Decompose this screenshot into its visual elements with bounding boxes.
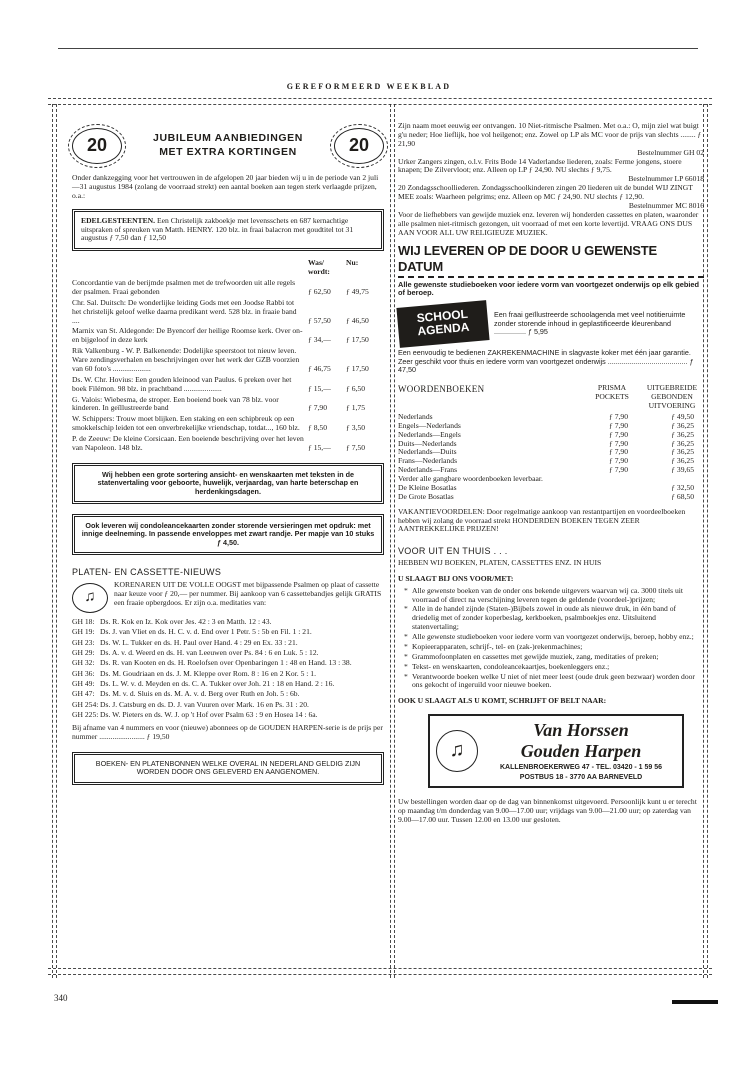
- tape-text: Ds. R. van Kooten en ds. H. Roelofsen over Openbaringen 1 : 48 en Hand. 13 : 38.: [100, 658, 352, 668]
- dictionary-name: Nederlands—Duits: [398, 447, 457, 457]
- offer-price-was: ƒ 57,50: [308, 315, 331, 325]
- woordenboeken-col-prisma: PRISMA POCKETS: [595, 383, 629, 402]
- slaagt-title: U SLAAGT BIJ ONS VOOR/MET:: [398, 573, 514, 583]
- tape-text: Ds. J. van Vliet en ds. H. C. v. d. End over 1 Petr. 5 : 5b en Fil. 1 : 21.: [100, 627, 312, 637]
- offers-header: [72, 259, 384, 277]
- tape-text: Ds. J. Catsburg en ds. D. J. van Vuuren over Mark. 16 en Ps. 31 : 20.: [100, 699, 309, 709]
- dictionary-price-pocket: ƒ 7,90: [609, 420, 628, 430]
- dictionary-name: Duits—Nederlands: [398, 438, 457, 448]
- slaagt-footer: OOK U SLAAGT ALS U KOMT, SCHRIJFT OF BELT NAAR:: [398, 696, 607, 706]
- tape-text: Ds. L. W. v. d. Meyden en ds. C. A. Tukker over Joh. 21 : 18 en Hand. 2 : 16.: [100, 679, 335, 689]
- offer-description: Concordantie van de berijmde psalmen met de trefwoorden uit alle regels der psalmen. Fraai gebonden: [72, 278, 296, 296]
- vakantie-text: VAKANTIEVOORDELEN: Door regelmatige aankoop van restantpartijen en voordeelboeken hebben wij zolang de voorraad strekt HONDERDEN BOEKEN TEGEN ZEER AANTREKKELIJKE PRIJZEN!: [398, 506, 686, 534]
- tape-row: [72, 680, 384, 689]
- van-horssen-logo-box: [428, 714, 684, 788]
- tape-text: Ds. R. Kok en Iz. Kok over Jes. 42 : 3 en Matth. 12 : 43.: [100, 616, 272, 626]
- tape-code: GH 29:: [72, 647, 95, 657]
- school-agenda-offer: [398, 304, 704, 344]
- music-urker-order: Bestelnummer LP 66018: [628, 174, 704, 184]
- tape-row: [72, 670, 384, 679]
- offer-row: [72, 376, 384, 394]
- music-zijn-naam: Zijn naam moet eeuwig eer ontvangen. 10 Niet-ritmische Psalmen. Met o.a.: O, mijn ziel wat buigt g'u neder; Hoe lieflijk, hoe vol heilgenot; enz. Zowel op LP als MC voor de prijs van slechts ........ ƒ 21,90: [398, 121, 702, 148]
- music-zondagsschool-order: Bestelnummer MC 8016: [628, 200, 704, 210]
- woordenboeken-title: WOORDENBOEKEN: [398, 384, 485, 395]
- tape-code: GH 32:: [72, 658, 95, 668]
- platen-title: PLATEN- EN CASSETTE-NIEUWS: [72, 567, 222, 578]
- medal-20-right: 20: [334, 128, 384, 164]
- cards-box: Wij hebben een grote sortering ansicht- en wenskaarten met teksten in de statenvertaling voor geboorte, huwelijk, verjaardag, van harte beterschap en herdenkingsdagen.: [72, 463, 384, 504]
- tape-row: [72, 690, 384, 699]
- dictionary-price-pocket: ƒ 7,90: [609, 447, 628, 457]
- platen-outro: Bij afname van 4 nummers en voor (nieuwe) abonnees op de GOUDEN HARPEN-serie is de prijs per nummer ........................ ƒ 19,50: [72, 723, 383, 741]
- border-bottom: [48, 968, 712, 975]
- offers-col-was: Was/ wordt:: [308, 258, 330, 277]
- tape-row: [72, 701, 384, 710]
- tape-text: Ds. M. v. d. Sluis en ds. M. A. v. d. Berg over Ruth en Joh. 5 : 6b.: [100, 689, 300, 699]
- logo-name-1: Van Horssen: [533, 720, 629, 741]
- offer-price-nu: ƒ 46,50: [346, 315, 369, 325]
- offer-row: [72, 415, 384, 433]
- slaagt-item: * Kopieerapparaten, schrijf-, tel- en (zak-)rekenmachines;: [406, 643, 704, 652]
- dictionary-price-gebonden: ƒ 36,25: [671, 447, 694, 457]
- music-liefhebbers: Voor de liefhebbers van gewijde muziek enz. leveren wij honderden cassettes en platen, waaronder alle psalmen niet-ritmisch gezongen, uit voorraad of met een korte levertijd. VRAAG ONS DUS AAN VOOR ALL UW RELIGIEUZE MUZIEK.: [398, 209, 699, 237]
- jubileum-title-line1: JUBILEUM AANBIEDINGEN: [153, 132, 303, 145]
- slaagt-item: * Alle gewenste boeken van de onder ons bekende uitgevers waarvan wij ca. 3000 titels uit voorraad of direct na verschijning leveren tegen de geldende (voordeel-)prijzen;: [406, 587, 704, 605]
- dictionary-price-pocket: ƒ 7,90: [609, 429, 628, 439]
- offer-row: [72, 299, 384, 326]
- slaagt-item: * Tekst- en wenskaarten, condoleancekaartjes, boekenleggers enz.;: [406, 663, 704, 672]
- dictionary-price-pocket: ƒ 7,90: [609, 456, 628, 466]
- tape-row: [72, 649, 384, 658]
- offer-description: Ds. W. Chr. Hovius: Een gouden kleinood van Paulus. 6 preken over het boek Filémon. 98 blz. in prachtband ....................: [72, 374, 292, 393]
- dictionary-price-pocket: ƒ 7,90: [609, 411, 628, 421]
- deur-headline: WIJ LEVEREN OP DE DOOR U GEWENSTE DATUM: [398, 243, 704, 277]
- thuis-sub: HEBBEN WIJ BOEKEN, PLATEN, CASSETTES ENZ. IN HUIS: [398, 557, 602, 567]
- offer-price-was: ƒ 34,—: [308, 335, 331, 345]
- dictionary-price-gebonden: ƒ 36,25: [671, 438, 694, 448]
- dictionary-name: Frans—Nederlands: [398, 456, 458, 466]
- slaagt-item: * Alle gewenste studieboeken voor iedere vorm van voortgezet onderwijs, beroep, hobby enz.;: [406, 633, 704, 642]
- offers-table: [72, 259, 384, 453]
- page-number: 340: [54, 993, 68, 1003]
- slaagt-item: * Grammofoonplaten en cassettes met gewijde muziek, zang, meditaties of preken;: [406, 653, 704, 662]
- music-urker: Urker Zangers zingen, o.l.v. Frits Bode 14 Vaderlandse liederen, zoals: Ferme jongens, stoere knapen; De Zilvervloot; enz. Alleen op LP ƒ 24,90. NU slechts ƒ 9,75.: [398, 156, 682, 175]
- tape-row: [72, 659, 384, 668]
- tape-code: GH 18:: [72, 616, 95, 626]
- offer-price-nu: ƒ 17,50: [346, 335, 369, 345]
- dictionary-price-gebonden: ƒ 39,65: [671, 465, 694, 475]
- offer-price-nu: ƒ 7,50: [346, 442, 365, 452]
- tape-code: GH 225:: [72, 710, 99, 720]
- offer-row: [72, 327, 384, 345]
- deur-sub: Alle gewenste studieboeken voor iedere vorm van voortgezet onderwijs op elk gebied of beroep.: [398, 279, 700, 298]
- jubileum-header: [72, 128, 384, 164]
- edelgesteenten-title: EDELGESTEENTEN.: [81, 215, 156, 225]
- music-zijn-naam-order: Bestelnummer GH 02: [637, 147, 704, 157]
- dictionary-name: Nederlands—Engels: [398, 429, 461, 439]
- tape-code: GH 36:: [72, 668, 95, 678]
- dictionary-price-gebonden: ƒ 36,25: [671, 456, 694, 466]
- tape-row: [72, 639, 384, 648]
- edelgesteenten-box: [72, 209, 384, 252]
- dictionary-price-pocket: ƒ 7,90: [609, 465, 628, 475]
- border-top: [48, 98, 712, 105]
- offer-price-nu: ƒ 3,50: [346, 423, 365, 433]
- school-agenda-badge-line2: AGENDA: [416, 320, 470, 339]
- dictionary-name: Nederlands: [398, 411, 433, 421]
- dictionary-price-gebonden: ƒ 36,25: [671, 420, 694, 430]
- school-agenda-text: Een fraai geïllustreerde schoolagenda met veel notitieruimte zonder storende inhoud in geplastificeerde kleurenband ................ ƒ 5,95: [494, 310, 686, 337]
- woordenboeken-col-gebonden: UITGEBREIDE GEBONDEN UITVOERING: [646, 383, 698, 411]
- medal-20-left: 20: [72, 128, 122, 164]
- scan-edge-mark: [672, 1000, 718, 1004]
- condolence-box: Ook leveren wij condoleancekaarten zonder storende versieringen met opdruk: met innige deelneming. In passende enveloppes met zwart randje. Per mapje van 10 stuks ƒ 4,50.: [72, 514, 384, 555]
- woordenboeken-note: Verder alle gangbare woordenboeken leverbaar.: [398, 474, 543, 484]
- bonnen-box: BOEKEN- EN PLATENBONNEN WELKE OVERAL IN NEDERLAND GELDIG ZIJN WORDEN DOOR ONS GELEVERD EN AANGENOMEN.: [72, 752, 384, 785]
- offer-price-was: ƒ 62,50: [308, 286, 331, 296]
- tape-code: GH 49:: [72, 679, 95, 689]
- woordenboeken-header: [398, 384, 704, 411]
- masthead: GEREFORMEERD WEEKBLAD: [286, 82, 452, 91]
- right-column: [398, 122, 704, 825]
- edelgesteenten-text: Een Christelijk zakboekje met levensschets en 687 kernachtige uitspraken of spreuken van Matth. HENRY. 120 blz. in fraai balacron met goudtitel tot 31 augustus ƒ 7,50 dan ƒ 12,50: [81, 215, 354, 243]
- tape-row: [72, 711, 384, 720]
- offer-description: Marnix van St. Aldegonde: De Byencorf der heilige Roomse kerk. Over on- en bijgeloof in deze kerk: [72, 326, 303, 345]
- offer-row: [72, 347, 384, 374]
- tape-text: Ds. W. L. Tukker en ds. H. Paul over Hand. 4 : 29 en Ex. 33 : 21.: [100, 637, 298, 647]
- jubileum-title: [153, 132, 303, 159]
- dictionary-price-gebonden: ƒ 36,25: [671, 429, 694, 439]
- school-agenda-badge-line1: SCHOOL: [416, 306, 469, 326]
- offer-description: Rik Valkenburg - W. P. Balkenende: Dodelijke speerstoot tot nieuw leven. Ware zendingsverhalen en beschrijvingen over het werk der GZB voorzien van 60 foto's ....................: [72, 346, 300, 373]
- tape-text: Ds. W. Pieters en ds. W. J. op 't Hof over Psalm 63 : 9 en Hosea 14 : 6a.: [100, 710, 318, 720]
- left-column: [72, 122, 384, 785]
- dictionary-price-gebonden: ƒ 49,50: [671, 411, 694, 421]
- offer-price-nu: ƒ 1,75: [346, 403, 365, 413]
- zakrekenmachine-text: Een eenvoudig te bedienen ZAKREKENMACHINE in slagvaste koker met één jaar garantie. Zeer geschikt voor thuis en iedere vorm van voortgezet onderwijs ........................................ ƒ 47,50: [398, 348, 694, 374]
- slaagt-item: * Alle in de handel zijnde (Staten-)Bijbels zowel in oude als nieuwe druk, in één band of driedelig met of zonder koperbeslag, kerkboeken, psalmboekjes enz. Uitsluitend statenvertaling;: [406, 605, 704, 632]
- logo-postbus: POSTBUS 18 - 3770 AA BARNEVELD: [519, 773, 643, 781]
- atlas-price: ƒ 32,50: [671, 482, 694, 492]
- school-agenda-badge: [396, 300, 489, 348]
- dictionary-name: Engels—Nederlands: [398, 420, 461, 430]
- offers-col-nu: Nu:: [346, 258, 359, 268]
- tape-code: GH 47:: [72, 689, 95, 699]
- offer-description: Chr. Sal. Duitsch: De wonderlijke leiding Gods met een Joodse Rabbi tot het christelijk geloof welke daarna predikant werd. 528 blz. in fraaie band ....: [72, 297, 297, 325]
- jubileum-title-line2: MET EXTRA KORTINGEN: [159, 146, 297, 158]
- top-rule: [58, 48, 698, 49]
- thuis-title: VOOR UIT EN THUIS . . .: [398, 546, 508, 557]
- tape-text: Ds. A. v. d. Weerd en ds. H. van Leeuwen over Ps. 84 : 6 en Luk. 5 : 12.: [100, 647, 319, 657]
- atlas-name: De Grote Bosatlas: [398, 491, 454, 501]
- music-zondagsschool: 20 Zondagsschoolliederen. Zondagsschoolkinderen zingen 20 liederen uit de bundel WIJ ZINGT MEE zoals: Waarheen pelgrims; enz. Alleen op MC ƒ 24,90. NU slechts ƒ 12,90.: [398, 183, 693, 201]
- atlas-price: ƒ 68,50: [671, 491, 694, 501]
- tape-code: GH 23:: [72, 637, 95, 647]
- atlas-row: [398, 493, 704, 502]
- harp-icon: ♫: [72, 583, 108, 613]
- platen-intro: KORENAREN UIT DE VOLLE OOGST met bijpassende Psalmen op plaat of cassette naar keuze voor ƒ 20,— per nummer. Bij aankoop van 6 cassettebandjes gelijk GRATIS een fraaie opbergdoos. Er zijn o.a. meditaties van:: [114, 579, 382, 607]
- offer-row: [72, 435, 384, 453]
- closing-text: Uw bestellingen worden daar op de dag van binnenkomst uitgevoerd. Persoonlijk kunt u er terecht op maandag t/m donderdag van 9.00—17.00 uur; vrijdags van 9.00—21.00 uur; op zaterdag van 9.00—17.00 uur. Tussen 12.00 en 13.00 uur gesloten.: [398, 796, 697, 824]
- tape-code: GH 19:: [72, 627, 95, 637]
- van-horssen-names: [486, 720, 676, 782]
- tape-text: Ds. M. Goudriaan en ds. J. M. Kleppe over Rom. 8 : 16 en 2 Kor. 5 : 1.: [100, 668, 316, 678]
- offer-row: [72, 396, 384, 414]
- offer-price-was: ƒ 15,—: [308, 442, 331, 452]
- offer-price-nu: ƒ 6,50: [346, 383, 365, 393]
- dictionary-price-pocket: ƒ 7,90: [609, 438, 628, 448]
- border-center: [390, 104, 395, 978]
- offer-price-was: ƒ 46,75: [308, 363, 331, 373]
- tape-row: [72, 618, 384, 627]
- harp-logo-icon: ♫: [436, 730, 478, 772]
- slaagt-list: [398, 587, 704, 691]
- offer-price-was: ƒ 7,90: [308, 403, 327, 413]
- offer-description: P. de Zeeuw: De kleine Corsicaan. Een boeiende beschrijving over het leven van Napoleon. 148 blz.: [72, 434, 304, 452]
- platen-section: [72, 581, 384, 742]
- logo-address: KALLENBROEKERWEG 47 - TEL. 03420 - 1 59 56: [499, 763, 663, 771]
- atlas-name: De Kleine Bosatlas: [398, 482, 457, 492]
- offer-price-nu: ƒ 49,75: [346, 286, 369, 296]
- tape-code: GH 254:: [72, 699, 99, 709]
- offer-price-nu: ƒ 17,50: [346, 363, 369, 373]
- offer-row: [72, 279, 384, 297]
- offer-price-was: ƒ 15,—: [308, 383, 331, 393]
- logo-name-2: Gouden Harpen: [520, 740, 642, 761]
- offer-description: W. Schippers: Trouw moet blijken. Een staking en een schipbreuk op een smokkelschip leiden tot een onverbrekelijke vriendschap, totdat..., 160 blz.: [72, 414, 300, 433]
- tape-row: [72, 628, 384, 637]
- dictionary-name: Nederlands—Frans: [398, 465, 458, 475]
- offer-price-was: ƒ 8,50: [308, 423, 327, 433]
- offer-description: G. Valois: Wiebesma, de stroper. Een boeiend boek van 78 blz. voor kinderen. In geïllustreerde band: [72, 394, 279, 413]
- border-left: [52, 104, 57, 978]
- slaagt-item: * Verantwoorde boeken welke U niet of niet meer leest (oude druk geen bezwaar) worden door ons gekocht of ingeruild voor nieuwe boeken.: [406, 673, 704, 691]
- jubileum-intro: Onder dankzegging voor het vertrouwen in de afgelopen 20 jaar bieden wij u in de periode van 2 juli—31 augustus 1984 (zolang de voorraad strekt) een aantal boeken aan tegen sterk verlaagde prijzen, o.a.:: [72, 173, 379, 200]
